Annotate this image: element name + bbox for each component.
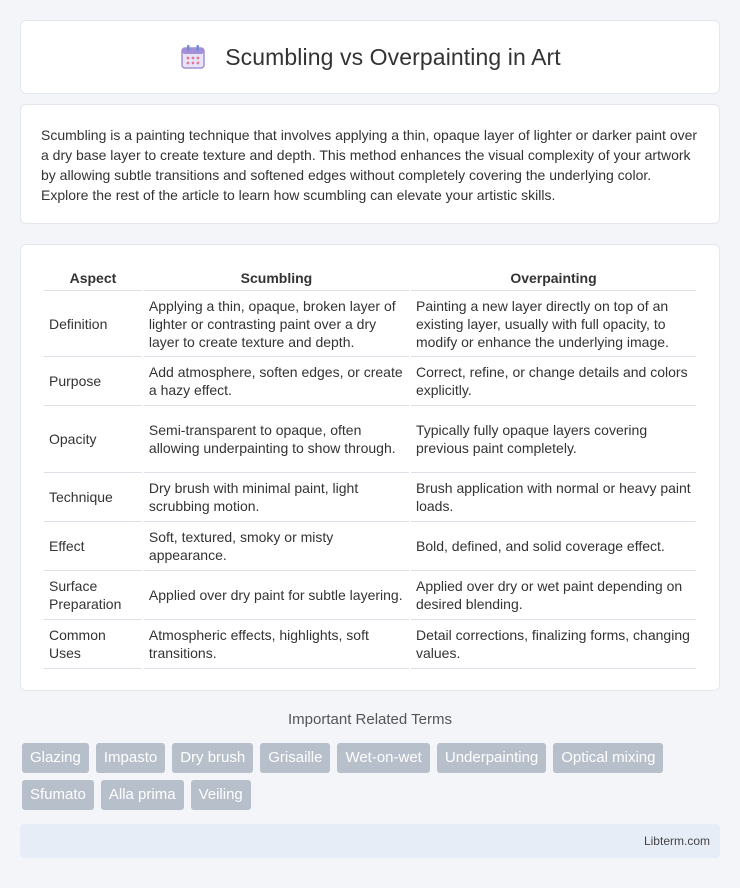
overpainting-cell: Applied over dry or wet paint depending on desired blending. (411, 571, 696, 620)
aspect-cell: Surface Preparation (44, 571, 142, 620)
related-terms-heading: Important Related Terms (288, 711, 452, 728)
tag-impasto[interactable]: Impasto (96, 743, 165, 773)
overpainting-cell: Typically fully opaque layers covering previous paint completely. (411, 406, 696, 473)
page-title: Scumbling vs Overpainting in Art (225, 43, 561, 70)
header-overpainting: Overpainting (411, 265, 696, 291)
table-row (44, 357, 696, 406)
aspect-cell: Purpose (44, 357, 142, 406)
tag-underpainting[interactable]: Underpainting (437, 743, 546, 773)
aspect-cell: Opacity (44, 406, 142, 473)
tag-grisaille[interactable]: Grisaille (260, 743, 330, 773)
table-header-row (44, 265, 696, 291)
tag-alla-prima[interactable]: Alla prima (101, 780, 184, 810)
scumbling-cell: Soft, textured, smoky or misty appearance. (144, 522, 409, 571)
scumbling-cell: Dry brush with minimal paint, light scrubbing motion. (144, 473, 409, 522)
tag-dry-brush[interactable]: Dry brush (172, 743, 253, 773)
table-row (44, 571, 696, 620)
scumbling-cell: Add atmosphere, soften edges, or create a hazy effect. (144, 357, 409, 406)
table-row (44, 620, 696, 669)
overpainting-cell: Detail corrections, finalizing forms, changing values. (411, 620, 696, 669)
comparison-table (42, 265, 698, 669)
table-row (44, 291, 696, 357)
footer-site-link[interactable]: Libterm.com (643, 834, 710, 848)
related-terms-list (22, 743, 722, 810)
footer (20, 824, 720, 858)
overpainting-cell: Brush application with normal or heavy paint loads. (411, 473, 696, 522)
tag-sfumato[interactable]: Sfumato (22, 780, 94, 810)
scumbling-cell: Semi-transparent to opaque, often allowing underpainting to show through. (144, 406, 409, 473)
overpainting-cell: Correct, refine, or change details and colors explicitly. (411, 357, 696, 406)
aspect-cell: Technique (44, 473, 142, 522)
comparison-table-card (20, 244, 720, 691)
intro-paragraph: Scumbling is a painting technique that involves applying a thin, opaque layer of lighter or darker paint over a dry base layer to create texture and depth. This method enhances the visual complexity of your artwork by allowing subtle transitions and softened edges without completely covering the underlying color. Explore the rest of the article to learn how scumbling can elevate your artistic skills. (41, 127, 698, 203)
scumbling-cell: Atmospheric effects, highlights, soft transitions. (144, 620, 409, 669)
tag-veiling[interactable]: Veiling (191, 780, 251, 810)
title-card (20, 20, 720, 94)
tag-wet-on-wet[interactable]: Wet-on-wet (337, 743, 429, 773)
scumbling-cell: Applied over dry paint for subtle layering. (144, 571, 409, 620)
calendar-icon (179, 43, 207, 71)
tag-optical-mixing[interactable]: Optical mixing (553, 743, 663, 773)
aspect-cell: Common Uses (44, 620, 142, 669)
aspect-cell: Definition (44, 291, 142, 357)
overpainting-cell: Painting a new layer directly on top of an existing layer, usually with full opacity, to modify or enhance the underlying image. (411, 291, 696, 357)
scumbling-cell: Applying a thin, opaque, broken layer of lighter or contrasting paint over a dry layer to create texture and depth. (144, 291, 409, 357)
tag-glazing[interactable]: Glazing (22, 743, 89, 773)
table-row (44, 522, 696, 571)
intro-card (20, 104, 720, 224)
header-aspect: Aspect (44, 265, 142, 291)
aspect-cell: Effect (44, 522, 142, 571)
header-scumbling: Scumbling (144, 265, 409, 291)
table-row (44, 473, 696, 522)
table-row (44, 406, 696, 473)
overpainting-cell: Bold, defined, and solid coverage effect. (411, 522, 696, 571)
